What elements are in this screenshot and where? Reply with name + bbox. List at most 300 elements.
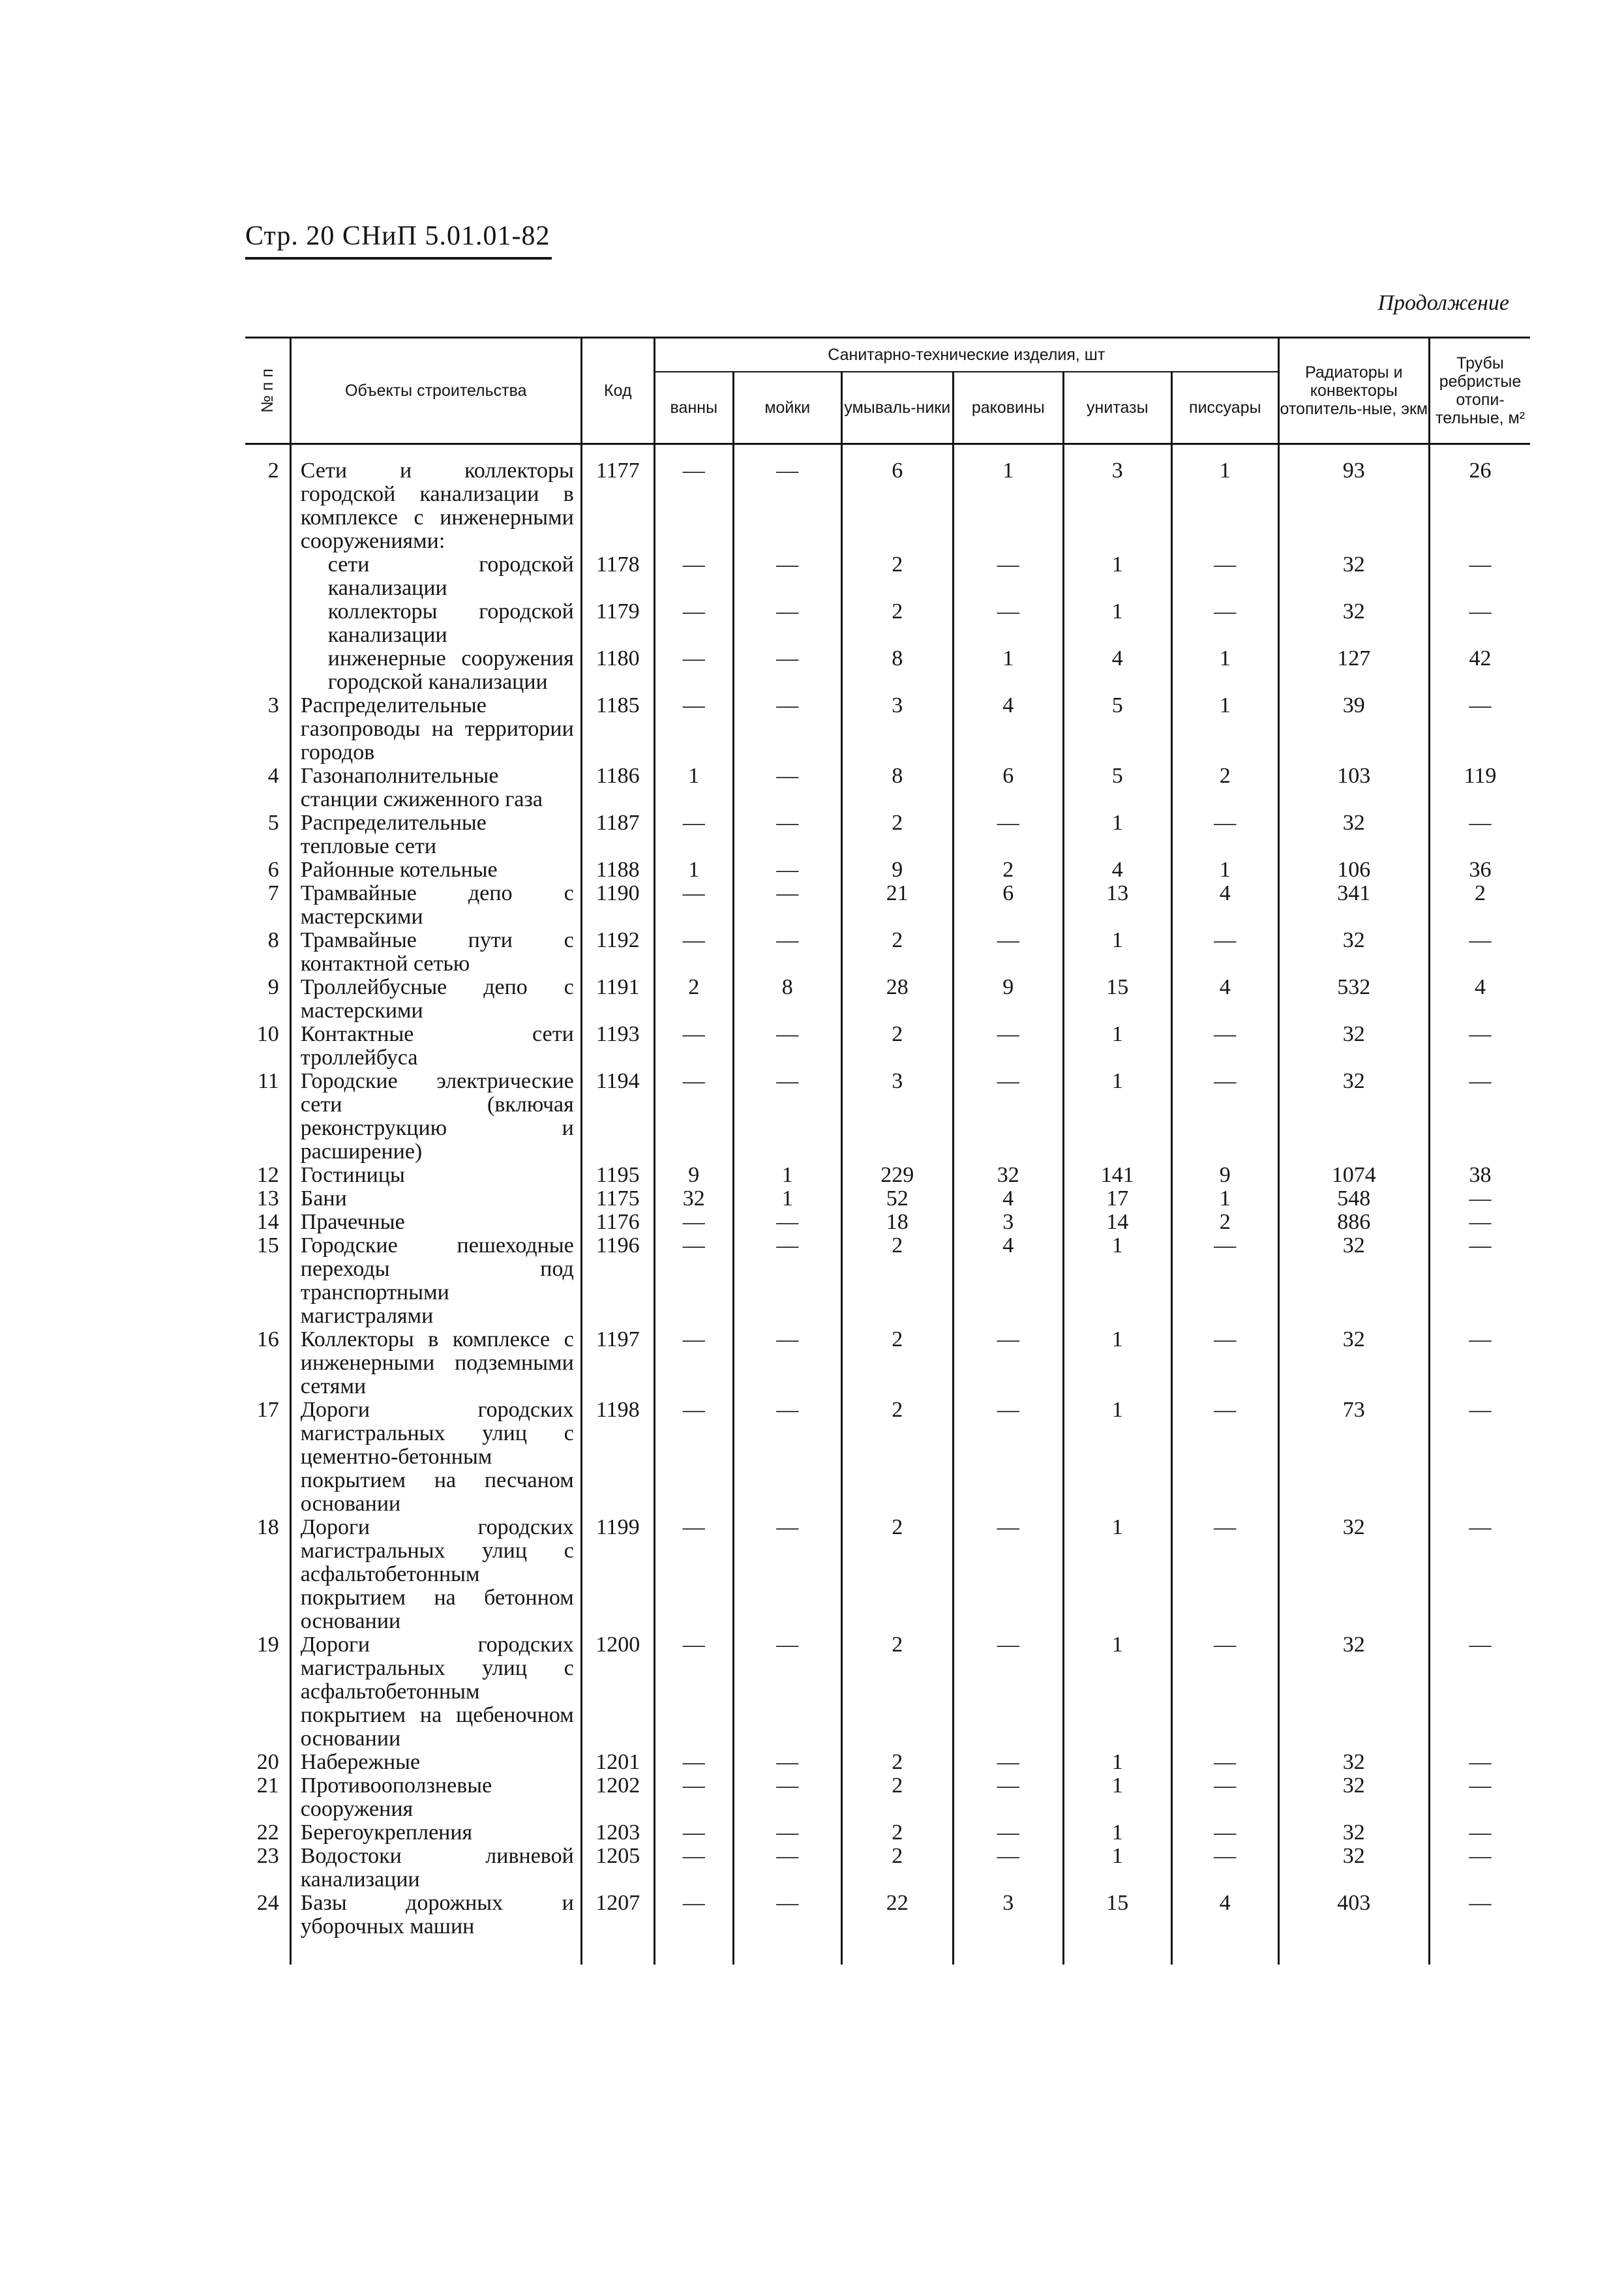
bath-count: — <box>654 1234 733 1328</box>
pipes-value: — <box>1429 1633 1530 1751</box>
sink-count: — <box>733 1328 841 1398</box>
table-row <box>245 1023 1530 1070</box>
bath-count: — <box>654 882 733 929</box>
basin-count: — <box>953 811 1063 858</box>
sink-count: — <box>733 600 841 647</box>
washbasin-count: 2 <box>841 1751 953 1774</box>
object-name: инженерные сооружения городской канализации <box>290 647 581 694</box>
sink-count: — <box>733 1633 841 1751</box>
toilet-count: 1 <box>1063 1751 1171 1774</box>
code: 1190 <box>581 882 654 929</box>
col-header-washbasin: умываль-ники <box>841 372 953 444</box>
object-name: Трамвайные депо с мастерскими <box>290 882 581 929</box>
col-header-code: Код <box>581 338 654 444</box>
pipes-value: — <box>1429 1774 1530 1821</box>
washbasin-count: 2 <box>841 811 953 858</box>
urinal-count: — <box>1171 1774 1278 1821</box>
table-row <box>245 1187 1530 1211</box>
sink-count: — <box>733 1211 841 1234</box>
toilet-count: 1 <box>1063 553 1171 600</box>
object-name: Трамвайные пути с контактной сетью <box>290 929 581 976</box>
toilet-count: 15 <box>1063 976 1171 1023</box>
bath-count: — <box>654 647 733 694</box>
basin-count: — <box>953 1821 1063 1845</box>
pipes-value: 119 <box>1429 764 1530 811</box>
row-number: 8 <box>267 928 279 952</box>
col-header-radiators: Радиаторы и конвекторы отопитель-ные, экм <box>1278 338 1429 444</box>
urinal-count: — <box>1171 1633 1278 1751</box>
code: 1187 <box>581 811 654 858</box>
basin-count: — <box>953 1070 1063 1164</box>
row-number <box>245 647 290 694</box>
pipes-value: — <box>1429 1328 1530 1398</box>
table-row <box>245 1516 1530 1633</box>
bath-count: — <box>654 1892 733 1938</box>
basin-count: — <box>953 1774 1063 1821</box>
basin-count: 3 <box>953 1892 1063 1938</box>
toilet-count: 1 <box>1063 1070 1171 1164</box>
row-number: 7 <box>267 881 279 905</box>
urinal-count: 1 <box>1171 694 1278 764</box>
table-row <box>245 553 1530 600</box>
basin-count: 6 <box>953 882 1063 929</box>
col-header-sink: мойки <box>733 372 841 444</box>
table-row <box>245 858 1530 882</box>
toilet-count: 141 <box>1063 1164 1171 1187</box>
sink-count: — <box>733 929 841 976</box>
sink-count: — <box>733 1516 841 1633</box>
code: 1203 <box>581 1821 654 1845</box>
urinal-count: — <box>1171 1751 1278 1774</box>
urinal-count: — <box>1171 1398 1278 1516</box>
sink-count: — <box>733 647 841 694</box>
radiators-value: 106 <box>1278 858 1429 882</box>
row-number: 16 <box>256 1327 279 1351</box>
code: 1201 <box>581 1751 654 1774</box>
toilet-count: 1 <box>1063 1845 1171 1892</box>
toilet-count: 1 <box>1063 929 1171 976</box>
table-row <box>245 1821 1530 1845</box>
object-name: Сети и коллекторы городской канализации в комплексе с инженерными сооружениями: <box>290 459 581 553</box>
bath-count: — <box>654 1845 733 1892</box>
urinal-count: 1 <box>1171 459 1278 553</box>
col-header-urinal: писсуары <box>1171 372 1278 444</box>
basin-count: 4 <box>953 1187 1063 1211</box>
toilet-count: 1 <box>1063 1516 1171 1633</box>
bath-count: — <box>654 1751 733 1774</box>
table-row <box>245 1328 1530 1398</box>
code: 1195 <box>581 1164 654 1187</box>
toilet-count: 1 <box>1063 1328 1171 1398</box>
toilet-count: 17 <box>1063 1187 1171 1211</box>
urinal-count: 2 <box>1171 764 1278 811</box>
table-row <box>245 647 1530 694</box>
pipes-value: — <box>1429 1821 1530 1845</box>
bath-count: — <box>654 553 733 600</box>
pipes-value: — <box>1429 1516 1530 1633</box>
radiators-value: 32 <box>1278 1751 1429 1774</box>
basin-count: — <box>953 929 1063 976</box>
toilet-count: 4 <box>1063 858 1171 882</box>
code: 1199 <box>581 1516 654 1633</box>
code: 1185 <box>581 694 654 764</box>
code: 1200 <box>581 1633 654 1751</box>
table-row <box>245 1633 1530 1751</box>
radiators-value: 532 <box>1278 976 1429 1023</box>
code: 1180 <box>581 647 654 694</box>
row-number: 19 <box>256 1633 279 1657</box>
table-row <box>245 1211 1530 1234</box>
sink-count: — <box>733 764 841 811</box>
bath-count: — <box>654 1328 733 1398</box>
row-number: 2 <box>267 459 279 483</box>
bath-count: — <box>654 1070 733 1164</box>
row-number: 13 <box>256 1186 279 1211</box>
radiators-value: 32 <box>1278 1234 1429 1328</box>
code: 1197 <box>581 1328 654 1398</box>
toilet-count: 1 <box>1063 1633 1171 1751</box>
bath-count: 1 <box>654 858 733 882</box>
object-name: Распределительные газопроводы на территории городов <box>290 694 581 764</box>
urinal-count: — <box>1171 1328 1278 1398</box>
col-header-object: Объекты строительства <box>290 338 581 444</box>
code: 1175 <box>581 1187 654 1211</box>
washbasin-count: 9 <box>841 858 953 882</box>
object-name: Противооползневые сооружения <box>290 1774 581 1821</box>
bath-count: — <box>654 1211 733 1234</box>
sink-count: — <box>733 1892 841 1938</box>
radiators-value: 548 <box>1278 1187 1429 1211</box>
table-row <box>245 1164 1530 1187</box>
col-header-num-text: № п п <box>258 369 277 413</box>
washbasin-count: 8 <box>841 647 953 694</box>
bath-count: 1 <box>654 764 733 811</box>
table-row <box>245 1845 1530 1892</box>
basin-count: 4 <box>953 694 1063 764</box>
pipes-value: — <box>1429 1845 1530 1892</box>
sink-count: — <box>733 1398 841 1516</box>
urinal-count: 2 <box>1171 1211 1278 1234</box>
urinal-count: — <box>1171 1516 1278 1633</box>
pipes-value: — <box>1429 600 1530 647</box>
toilet-count: 1 <box>1063 1821 1171 1845</box>
urinal-count: 1 <box>1171 1187 1278 1211</box>
pipes-value: — <box>1429 1211 1530 1234</box>
basin-count: 9 <box>953 976 1063 1023</box>
table-row <box>245 929 1530 976</box>
washbasin-count: 2 <box>841 553 953 600</box>
object-name: Берегоукрепления <box>290 1821 581 1845</box>
pipes-value: — <box>1429 1023 1530 1070</box>
sink-count: — <box>733 1821 841 1845</box>
washbasin-count: 2 <box>841 1821 953 1845</box>
washbasin-count: 229 <box>841 1164 953 1187</box>
radiators-value: 32 <box>1278 811 1429 858</box>
basin-count: 32 <box>953 1164 1063 1187</box>
pipes-value: — <box>1429 1234 1530 1328</box>
bath-count: — <box>654 1023 733 1070</box>
toilet-count: 5 <box>1063 694 1171 764</box>
object-name: Базы дорожных и уборочных машин <box>290 1892 581 1938</box>
code: 1198 <box>581 1398 654 1516</box>
urinal-count: 1 <box>1171 647 1278 694</box>
basin-count: 6 <box>953 764 1063 811</box>
code: 1177 <box>581 459 654 553</box>
object-name: Распределительные тепловые сети <box>290 811 581 858</box>
pipes-value: 36 <box>1429 858 1530 882</box>
pipes-value: 4 <box>1429 976 1530 1023</box>
table-row <box>245 764 1530 811</box>
col-header-toilet: унитазы <box>1063 372 1171 444</box>
object-name: Гостиницы <box>290 1164 581 1187</box>
basin-count: 3 <box>953 1211 1063 1234</box>
radiators-value: 127 <box>1278 647 1429 694</box>
table-row <box>245 1774 1530 1821</box>
sink-count: — <box>733 1070 841 1164</box>
row-number <box>245 553 290 600</box>
page-header: Стр. 20 СНиП 5.01.01-82 <box>245 221 550 251</box>
object-name: Троллейбусные депо с мастерскими <box>290 976 581 1023</box>
sink-count: — <box>733 1234 841 1328</box>
code: 1207 <box>581 1892 654 1938</box>
radiators-value: 93 <box>1278 459 1429 553</box>
toilet-count: 1 <box>1063 600 1171 647</box>
bath-count: — <box>654 600 733 647</box>
norms-table <box>245 337 1530 1965</box>
sink-count: 8 <box>733 976 841 1023</box>
basin-count: — <box>953 1398 1063 1516</box>
radiators-value: 32 <box>1278 1845 1429 1892</box>
code: 1186 <box>581 764 654 811</box>
code: 1176 <box>581 1211 654 1234</box>
bath-count: — <box>654 811 733 858</box>
object-name: Дороги городских магистральных улиц с цементно-бетонным покрытием на песчаном основании <box>290 1398 581 1516</box>
toilet-count: 5 <box>1063 764 1171 811</box>
bath-count: — <box>654 459 733 553</box>
pipes-value: 2 <box>1429 882 1530 929</box>
washbasin-count: 3 <box>841 1070 953 1164</box>
basin-count: — <box>953 1328 1063 1398</box>
row-number: 22 <box>256 1820 279 1845</box>
washbasin-count: 28 <box>841 976 953 1023</box>
pipes-value: — <box>1429 1070 1530 1164</box>
urinal-count: — <box>1171 1070 1278 1164</box>
radiators-value: 32 <box>1278 600 1429 647</box>
sink-count: 1 <box>733 1164 841 1187</box>
toilet-count: 3 <box>1063 459 1171 553</box>
table-row <box>245 694 1530 764</box>
sink-count: — <box>733 459 841 553</box>
basin-count: 1 <box>953 459 1063 553</box>
washbasin-count: 52 <box>841 1187 953 1211</box>
sink-count: — <box>733 858 841 882</box>
pipes-value: — <box>1429 1187 1530 1211</box>
pipes-value: 26 <box>1429 459 1530 553</box>
radiators-value: 32 <box>1278 1023 1429 1070</box>
basin-count: — <box>953 600 1063 647</box>
toilet-count: 1 <box>1063 811 1171 858</box>
object-name: Дороги городских магистральных улиц с асфальтобетонным покрытием на щебеночном основании <box>290 1633 581 1751</box>
urinal-count: 4 <box>1171 882 1278 929</box>
object-name: Бани <box>290 1187 581 1211</box>
col-header-basin: раковины <box>953 372 1063 444</box>
col-header-pipes: Трубы ребристые отопи-тельные, м² <box>1429 338 1530 444</box>
basin-count: — <box>953 1845 1063 1892</box>
pipes-value: — <box>1429 1751 1530 1774</box>
washbasin-count: 3 <box>841 694 953 764</box>
washbasin-count: 2 <box>841 1234 953 1328</box>
col-header-num <box>245 338 290 444</box>
bath-count: — <box>654 929 733 976</box>
col-header-bath: ванны <box>654 372 733 444</box>
bath-count: 2 <box>654 976 733 1023</box>
washbasin-count: 2 <box>841 929 953 976</box>
sink-count: — <box>733 694 841 764</box>
sink-count: — <box>733 1774 841 1821</box>
bath-count: — <box>654 694 733 764</box>
urinal-count: — <box>1171 1023 1278 1070</box>
toilet-count: 13 <box>1063 882 1171 929</box>
radiators-value: 73 <box>1278 1398 1429 1516</box>
radiators-value: 32 <box>1278 1516 1429 1633</box>
bath-count: 32 <box>654 1187 733 1211</box>
bath-count: 9 <box>654 1164 733 1187</box>
sink-count: — <box>733 811 841 858</box>
sink-count: — <box>733 1751 841 1774</box>
washbasin-count: 2 <box>841 1023 953 1070</box>
pipes-value: 42 <box>1429 647 1530 694</box>
pipes-value: — <box>1429 694 1530 764</box>
basin-count: — <box>953 1751 1063 1774</box>
washbasin-count: 2 <box>841 1328 953 1398</box>
pipes-value: — <box>1429 1892 1530 1938</box>
radiators-value: 403 <box>1278 1892 1429 1938</box>
code: 1196 <box>581 1234 654 1328</box>
toilet-count: 15 <box>1063 1892 1171 1938</box>
radiators-value: 32 <box>1278 553 1429 600</box>
row-number: 24 <box>256 1891 279 1915</box>
code: 1192 <box>581 929 654 976</box>
row-number: 21 <box>256 1773 279 1798</box>
urinal-count: — <box>1171 929 1278 976</box>
row-number: 6 <box>267 858 279 882</box>
radiators-value: 32 <box>1278 1821 1429 1845</box>
table-row <box>245 1234 1530 1328</box>
object-name: Дороги городских магистральных улиц с асфальтобетонным покрытием на бетонном основании <box>290 1516 581 1633</box>
washbasin-count: 2 <box>841 1845 953 1892</box>
sink-count: — <box>733 1023 841 1070</box>
toilet-count: 4 <box>1063 647 1171 694</box>
urinal-count: — <box>1171 1821 1278 1845</box>
row-number: 11 <box>258 1069 279 1093</box>
radiators-value: 32 <box>1278 1328 1429 1398</box>
basin-count: 1 <box>953 647 1063 694</box>
radiators-value: 341 <box>1278 882 1429 929</box>
object-name: Районные котельные <box>290 858 581 882</box>
object-name: Городские электрические сети (включая реконструкцию и расширение) <box>290 1070 581 1164</box>
table-row <box>245 882 1530 929</box>
urinal-count: 9 <box>1171 1164 1278 1187</box>
pipes-value: — <box>1429 553 1530 600</box>
radiators-value: 103 <box>1278 764 1429 811</box>
basin-count: 4 <box>953 1234 1063 1328</box>
urinal-count: — <box>1171 553 1278 600</box>
washbasin-count: 2 <box>841 1633 953 1751</box>
table-row <box>245 1398 1530 1516</box>
bath-count: — <box>654 1774 733 1821</box>
object-name: Контактные сети троллейбуса <box>290 1023 581 1070</box>
row-number: 23 <box>256 1844 279 1868</box>
radiators-value: 32 <box>1278 929 1429 976</box>
pipes-value: — <box>1429 1398 1530 1516</box>
basin-count: — <box>953 1516 1063 1633</box>
radiators-value: 32 <box>1278 1070 1429 1164</box>
row-number: 10 <box>256 1022 279 1046</box>
code: 1193 <box>581 1023 654 1070</box>
washbasin-count: 8 <box>841 764 953 811</box>
table-row <box>245 811 1530 858</box>
row-number: 18 <box>256 1515 279 1539</box>
object-name: Набережные <box>290 1751 581 1774</box>
table-row <box>245 976 1530 1023</box>
sink-count: — <box>733 1845 841 1892</box>
bath-count: — <box>654 1398 733 1516</box>
table-row <box>245 459 1530 553</box>
bath-count: — <box>654 1633 733 1751</box>
header-rule <box>245 257 552 260</box>
washbasin-count: 2 <box>841 600 953 647</box>
toilet-count: 1 <box>1063 1023 1171 1070</box>
urinal-count: — <box>1171 1234 1278 1328</box>
bath-count: — <box>654 1821 733 1845</box>
continuation-label: Продолжение <box>1377 291 1509 315</box>
code: 1194 <box>581 1070 654 1164</box>
washbasin-count: 6 <box>841 459 953 553</box>
row-number: 12 <box>256 1163 279 1187</box>
pipes-value: — <box>1429 811 1530 858</box>
row-number: 4 <box>267 764 279 788</box>
washbasin-count: 18 <box>841 1211 953 1234</box>
bath-count: — <box>654 1516 733 1633</box>
urinal-count: — <box>1171 600 1278 647</box>
code: 1188 <box>581 858 654 882</box>
washbasin-count: 22 <box>841 1892 953 1938</box>
code: 1205 <box>581 1845 654 1892</box>
sink-count: — <box>733 882 841 929</box>
urinal-count: — <box>1171 811 1278 858</box>
washbasin-count: 2 <box>841 1398 953 1516</box>
object-name: Коллекторы в комплексе с инженерными подземными сетями <box>290 1328 581 1398</box>
pipes-value: 38 <box>1429 1164 1530 1187</box>
radiators-value: 32 <box>1278 1774 1429 1821</box>
table-row <box>245 1070 1530 1164</box>
table-top-spacer <box>245 444 1530 460</box>
table-body <box>245 444 1530 1965</box>
object-name: коллекторы городской канализации <box>290 600 581 647</box>
row-number: 17 <box>256 1398 279 1422</box>
radiators-value: 886 <box>1278 1211 1429 1234</box>
washbasin-count: 21 <box>841 882 953 929</box>
row-number: 15 <box>256 1233 279 1258</box>
urinal-count: 4 <box>1171 976 1278 1023</box>
basin-count: 2 <box>953 858 1063 882</box>
pipes-value: — <box>1429 929 1530 976</box>
basin-count: — <box>953 1633 1063 1751</box>
sink-count: — <box>733 553 841 600</box>
basin-count: — <box>953 553 1063 600</box>
code: 1202 <box>581 1774 654 1821</box>
table-bottom-spacer <box>245 1938 1530 1965</box>
